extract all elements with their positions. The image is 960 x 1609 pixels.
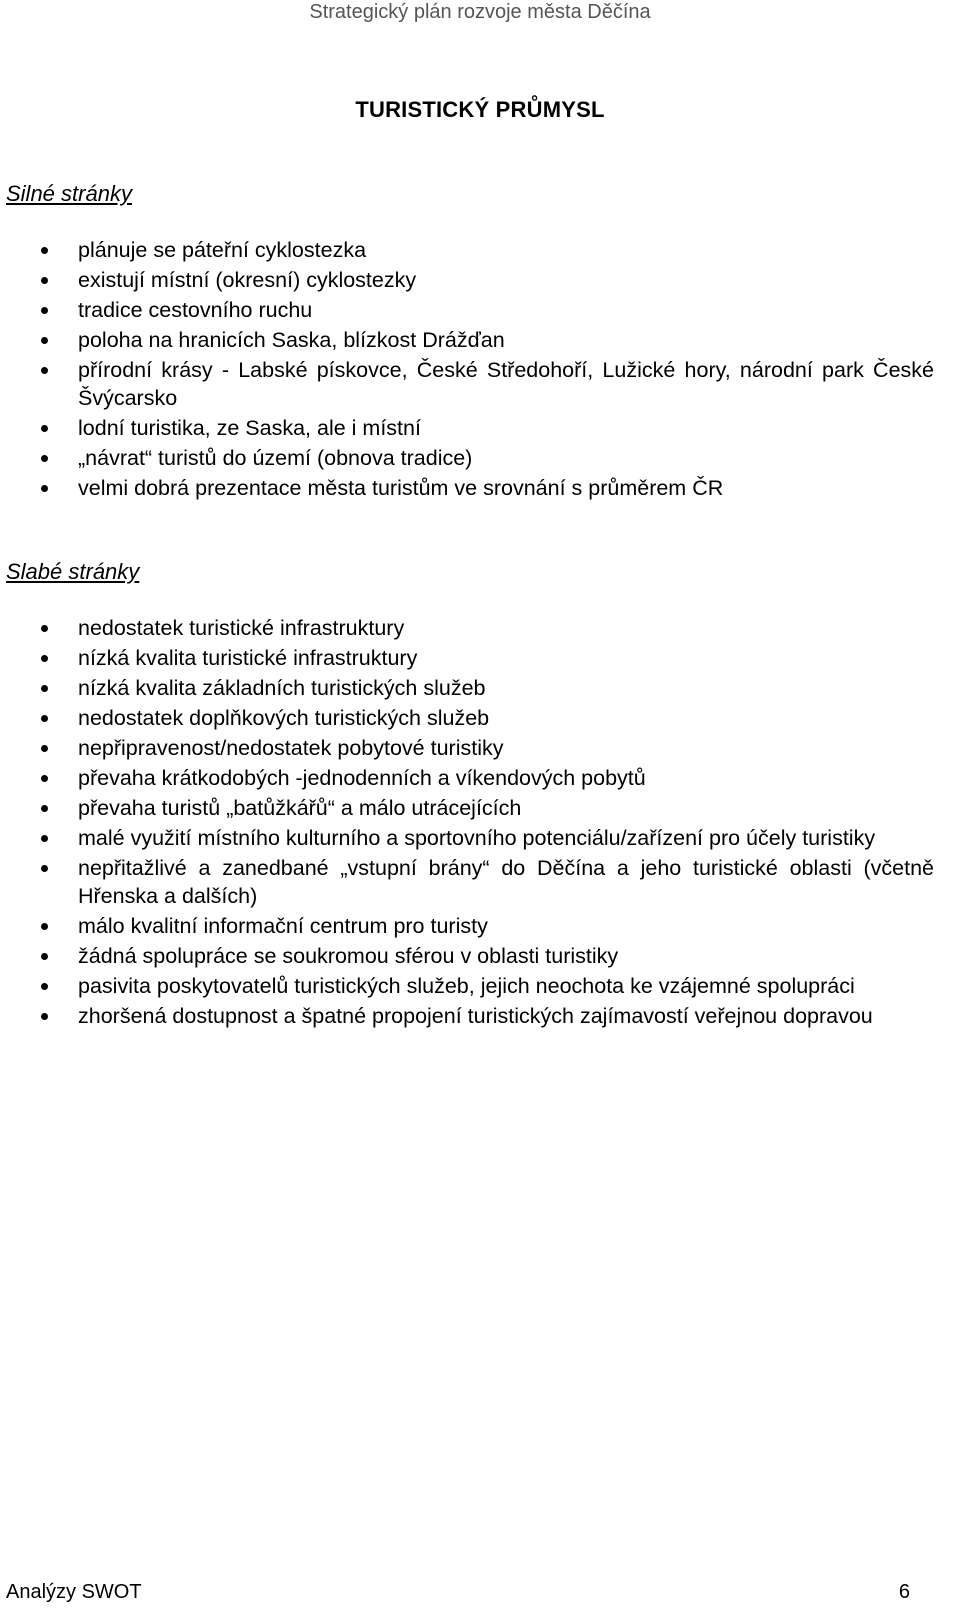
bullet-icon [41, 835, 48, 842]
section-heading-strengths: Silné stránky [6, 181, 132, 206]
strengths-list [0, 236, 960, 504]
list-item-text: přírodní krásy - Labské pískovce, České Středohoří, Lužické hory, národní park České Švýcarsko [78, 358, 934, 410]
list-item-text: „návrat“ turistů do území (obnova tradice) [78, 446, 473, 470]
list-item-text: převaha krátkodobých -jednodenních a víkendových pobytů [78, 766, 646, 790]
list-item [0, 356, 934, 412]
list-item [0, 942, 934, 970]
list-item-text: nízká kvalita základních turistických služeb [78, 676, 486, 700]
list-item-text: žádná spolupráce se soukromou sférou v oblasti turistiky [78, 944, 619, 968]
list-item [0, 854, 934, 910]
bullet-icon [41, 953, 48, 960]
list-item [0, 912, 934, 940]
weaknesses-list [0, 614, 960, 1032]
bullet-icon [41, 485, 48, 492]
list-item [0, 614, 934, 642]
list-item [0, 764, 934, 792]
bullet-icon [41, 307, 48, 314]
list-item [0, 704, 934, 732]
bullet-icon [41, 805, 48, 812]
list-item [0, 674, 934, 702]
section-heading-weaknesses: Slabé stránky [6, 559, 140, 584]
list-item-text: plánuje se páteřní cyklostezka [78, 238, 367, 262]
bullet-icon [41, 923, 48, 930]
list-item [0, 236, 934, 264]
list-item [0, 1002, 934, 1030]
list-item [0, 474, 934, 502]
list-item [0, 644, 934, 672]
bullet-icon [41, 685, 48, 692]
list-item-text: nízká kvalita turistické infrastruktury [78, 646, 418, 670]
list-item-text: lodní turistika, ze Saska, ale i místní [78, 416, 421, 440]
bullet-icon [41, 337, 48, 344]
bullet-icon [41, 425, 48, 432]
bullet-icon [41, 983, 48, 990]
footer-section-label: Analýzy SWOT [6, 1581, 142, 1603]
list-item [0, 972, 934, 1000]
page-number: 6 [898, 1581, 910, 1603]
list-item-text: poloha na hranicích Saska, blízkost Drážďan [78, 328, 505, 352]
list-item [0, 414, 934, 442]
list-item [0, 326, 934, 354]
list-item-text: nepřipravenost/nedostatek pobytové turistiky [78, 736, 504, 760]
list-item [0, 734, 934, 762]
bullet-icon [41, 1013, 48, 1020]
bullet-icon [41, 865, 48, 872]
bullet-icon [41, 655, 48, 662]
list-item-text: tradice cestovního ruchu [78, 298, 313, 322]
list-item [0, 296, 934, 324]
list-item-text: málo kvalitní informační centrum pro turisty [78, 914, 488, 938]
list-item [0, 266, 934, 294]
list-item-text: velmi dobrá prezentace města turistům ve srovnání s průměrem ČR [78, 476, 724, 500]
page-title: TURISTICKÝ PRŮMYSL [355, 97, 605, 122]
bullet-icon [41, 625, 48, 632]
running-header: Strategický plán rozvoje města Děčína [309, 1, 651, 23]
bullet-icon [41, 367, 48, 374]
bullet-icon [41, 247, 48, 254]
bullet-icon [41, 455, 48, 462]
list-item [0, 794, 934, 822]
bullet-icon [41, 277, 48, 284]
bullet-icon [41, 715, 48, 722]
list-item-text: pasivita poskytovatelů turistických služeb, jejich neochota ke vzájemné spolupráci [78, 974, 855, 998]
list-item-text: nedostatek doplňkových turistických služeb [78, 706, 490, 730]
list-item-text: převaha turistů „batůžkářů“ a málo utrácejících [78, 796, 522, 820]
list-item [0, 824, 934, 852]
list-item-text: nedostatek turistické infrastruktury [78, 616, 405, 640]
list-item-text: existují místní (okresní) cyklostezky [78, 268, 417, 292]
bullet-icon [41, 745, 48, 752]
list-item-text: nepřitažlivé a zanedbané „vstupní brány“ do Děčína a jeho turistické oblasti (včetně Hřenska a dalších) [78, 856, 934, 908]
list-item-text: zhoršená dostupnost a špatné propojení turistických zajímavostí veřejnou dopravou [78, 1004, 873, 1028]
list-item [0, 444, 934, 472]
bullet-icon [41, 775, 48, 782]
list-item-text: malé využití místního kulturního a sportovního potenciálu/zařízení pro účely turistiky [78, 826, 876, 850]
